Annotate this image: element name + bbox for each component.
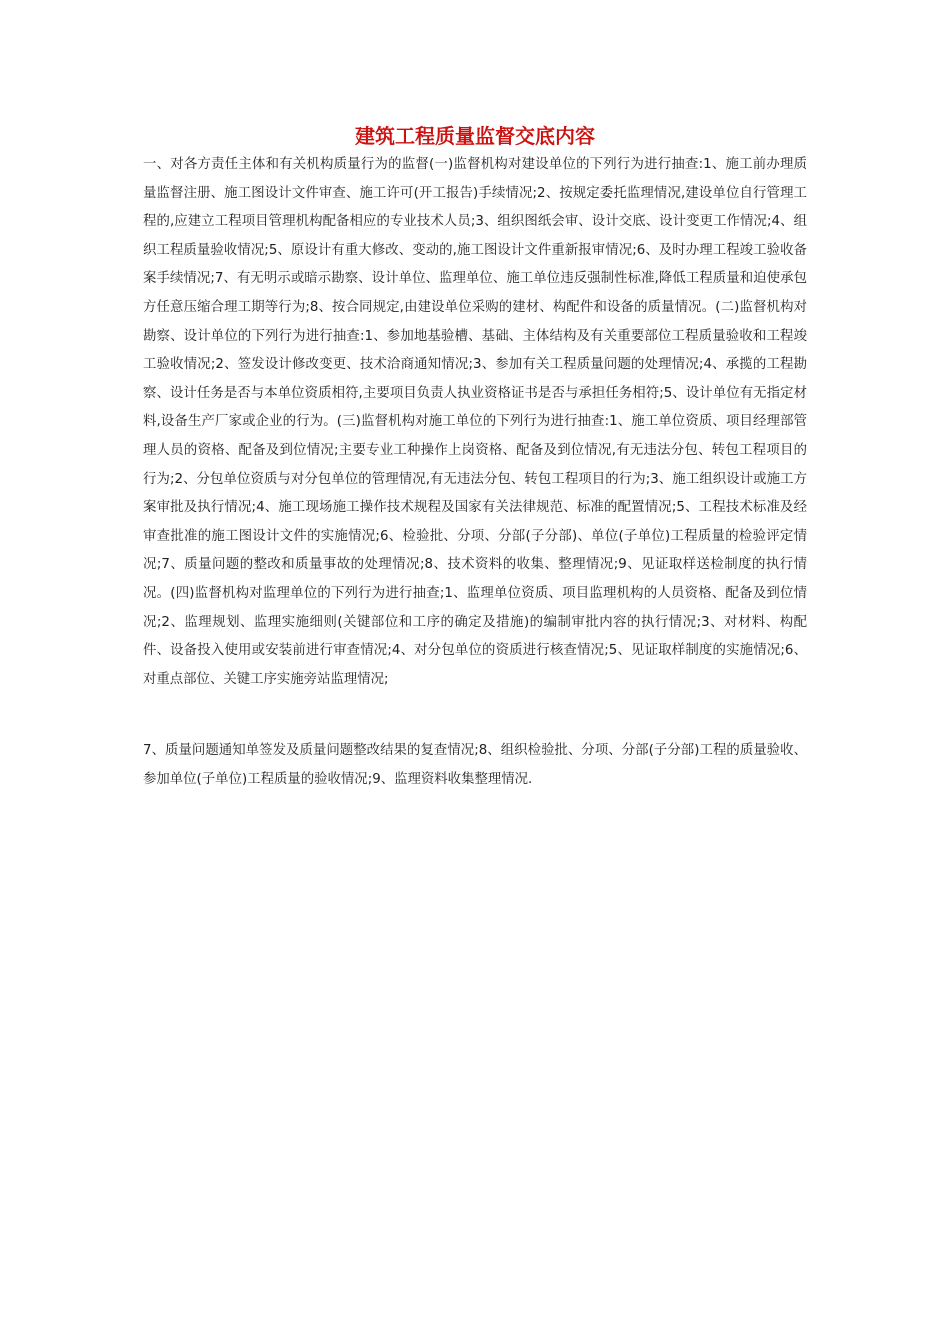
body-paragraph-2: 7、质量问题通知单签发及质量问题整改结果的复查情况;8、组织检验批、分项、分部(子分部)工程的质量验收、参加单位(子单位)工程质量的验收情况;9、监理资料收集整理情况. xyxy=(143,743,807,787)
body-paragraph-1: 一、对各方责任主体和有关机构质量行为的监督(一)监督机构对建设单位的下列行为进行抽查:1、施工前办理质量监督注册、施工图设计文件审查、施工许可(开工报告)手续情况;2、按规定委托监理情况,建设单位自行管理工程的,应建立工程项目管理机构配备相应的专业技术人员;3、组织图纸会审、设计交底、设计变更工作情况;4、组织工程质量验收情况;5、原设计有重大修改、变动的,施工图设计文件重新报审情况;6、及时办理工程竣工验收备案手续情况;7、有无明示或暗示勘察、设计单位、监理单位、施工单位违反强制性标准,降低工程质量和迫使承包方任意压缩合理工期等行为;8、按合同规定,由建设单位采购的建材、构配件和设备的质量情况。(二)监督机构对勘察、设计单位的下列行为进行抽查:1、参加地基验槽、基础、主体结构及有关重要部位工程质量验收和工程竣工验收情况;2、签发设计修改变更、技术洽商通知情况;3、参加有关工程质量问题的处理情况;4、承揽的工程勘察、设计任务是否与本单位资质相符,主要项目负责人执业资格证书是否与承担任务相符;5、设计单位有无指定材料,设备生产厂家或企业的行为。(三)监督机构对施工单位的下列行为进行抽查:1、施工单位资质、项目经理部管理人员的资格、配备及到位情况;主要专业工种操作上岗资格、配备及到位情况,有无违法分包、转包工程项目的行为;2、分包单位资质与对分包单位的管理情况,有无违法分包、转包工程项目的行为;3、施工组织设计或施工方案审批及执行情况;4、施工现场施工操作技术规程及国家有关法律规范、标准的配置情况;5、工程技术标准及经审查批准的施工图设计文件的实施情况;6、检验批、分项、分部(子分部)、单位(子单位)工程质量的检验评定情况;7、质量问题的整改和质量事故的处理情况;8、技术资料的收集、整理情况;9、见证取样送检制度的执行情况。(四)监督机构对监理单位的下列行为进行抽查;1、监理单位资质、项目监理机构的人员资格、配备及到位情况;2、监理规划、监理实施细则(关键部位和工序的确定及措施)的编制审批内容的执行情况;3、对材料、构配件、设备投入使用或安装前进行审查情况;4、对分包单位的资质进行核查情况;5、见证取样制度的实施情况;6、对重点部位、关键工序实施旁站监理情况; xyxy=(143,157,807,687)
document-title: 建筑工程质量监督交底内容 xyxy=(355,124,595,148)
